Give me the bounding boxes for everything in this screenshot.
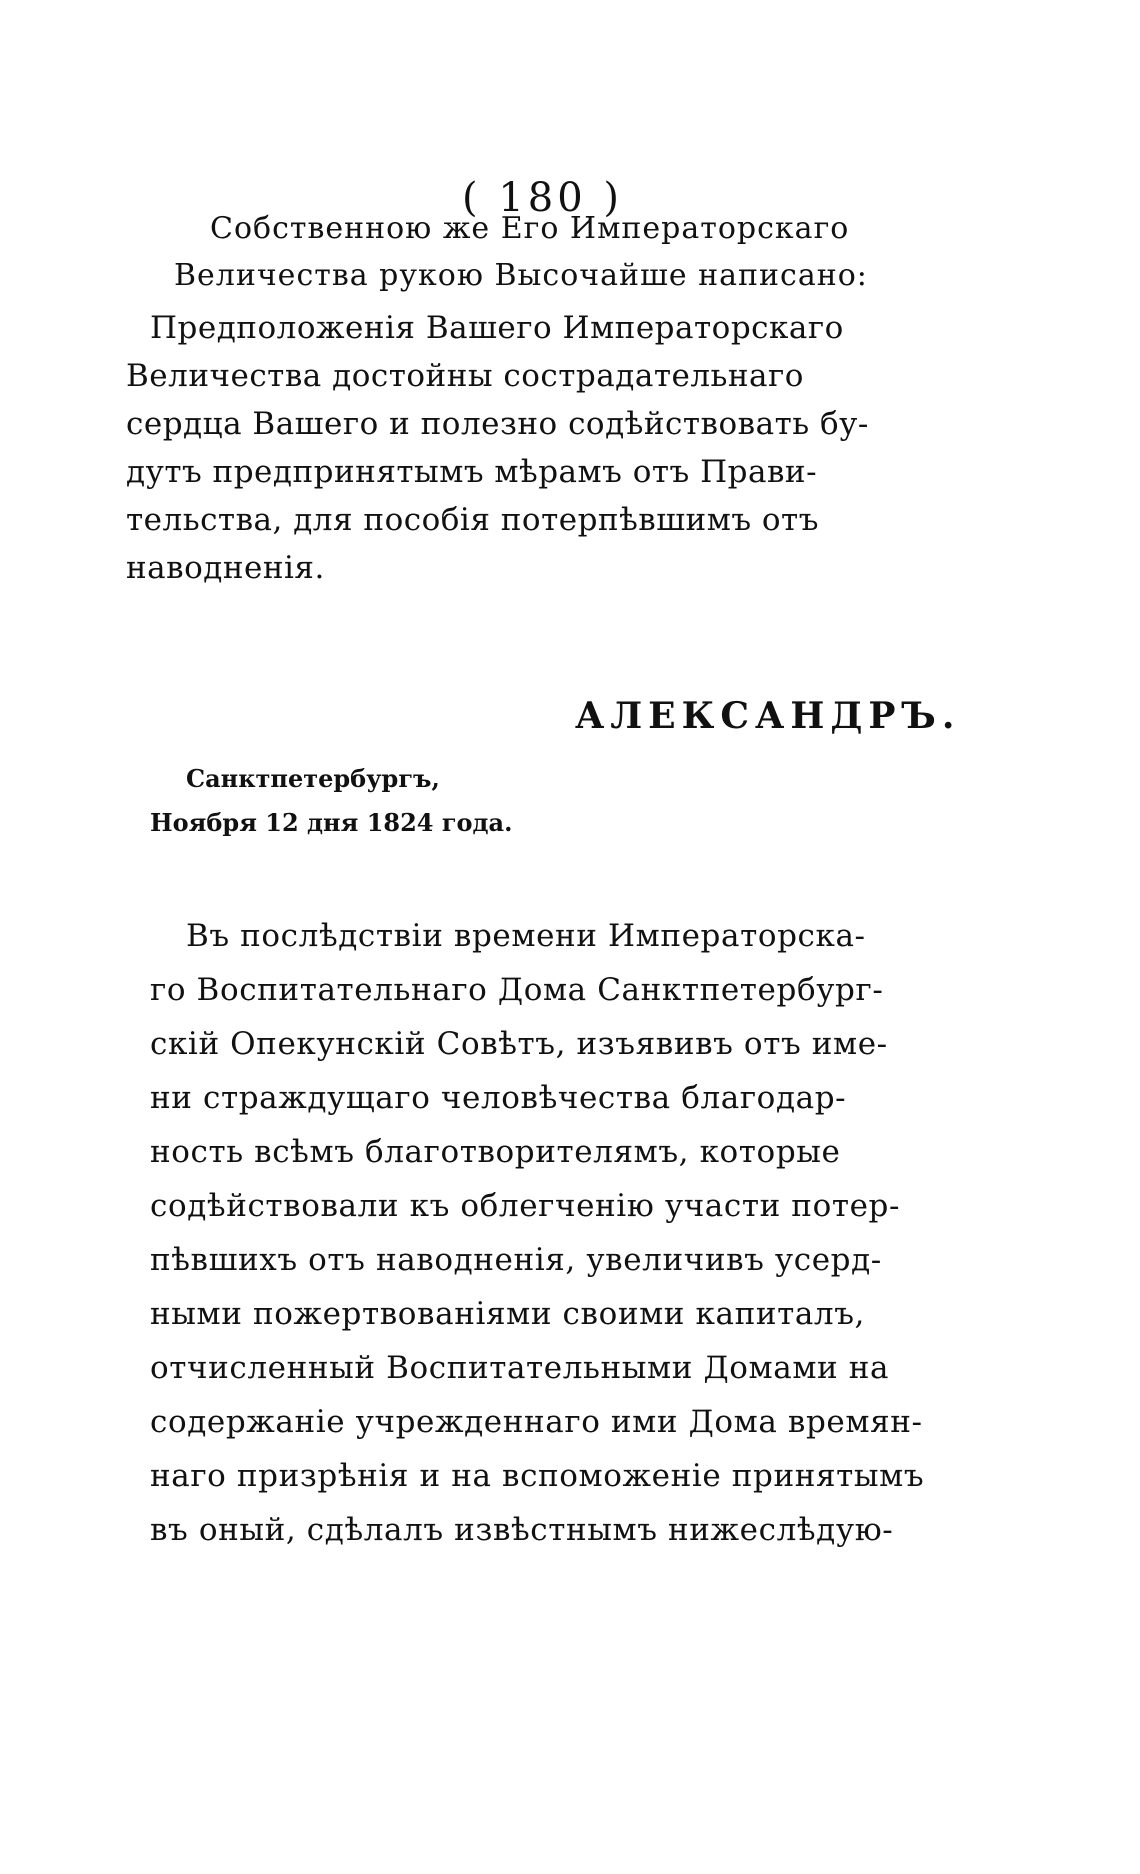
body-line-7: пѣвшихъ отъ наводненія, увеличивъ усерд- [150,1242,882,1278]
body-line-9: отчисленный Воспитательными Домами на [150,1350,890,1386]
intro-line-1: Собственною же Его Императорскаго [210,211,850,246]
decree-line-5: тельства, для пособія потерпѣвшимъ отъ [126,502,819,538]
decree-line-6: наводненія. [126,550,325,586]
body-line-6: содѣйствовали къ облегченію участи потер- [150,1188,901,1224]
intro-line-2: Величества рукою Высочайше написано: [174,258,868,293]
body-line-2: го Воспитательнаго Дома Санктпетербург- [150,972,884,1008]
body-line-4: ни страждущаго человѣчества благодар- [150,1080,847,1116]
body-line-3: скій Опекунскій Совѣтъ, изъявивъ отъ име- [150,1026,888,1062]
body-line-11: наго призрѣнія и на вспоможеніе принятымъ [150,1458,925,1494]
body-line-5: ность всѣмъ благотворителямъ, которые [150,1134,841,1170]
signature: АЛЕКСАНДРЪ. [575,695,961,737]
decree-line-4: дутъ предпринятымъ мѣрамъ отъ Прави- [126,454,818,490]
decree-line-1: Предположенія Вашего Императорскаго [150,310,844,346]
body-line-1: Въ послѣдствіи времени Императорска- [186,918,866,954]
body-line-12: въ оный, сдѣлалъ извѣстнымъ нижеслѣдую- [150,1512,894,1548]
date: Ноября 12 дня 1824 года. [150,808,513,837]
page-number: ( 180 ) [462,175,623,221]
body-line-10: содержаніе учрежденнаго ими Дома времян- [150,1404,923,1440]
place: Санктпетербургъ, [186,764,440,793]
body-line-8: ными пожертвованіями своими капиталъ, [150,1296,866,1332]
decree-line-3: сердца Вашего и полезно содѣйствовать бу- [126,406,869,442]
decree-line-2: Величества достойны сострадательнаго [126,358,804,394]
